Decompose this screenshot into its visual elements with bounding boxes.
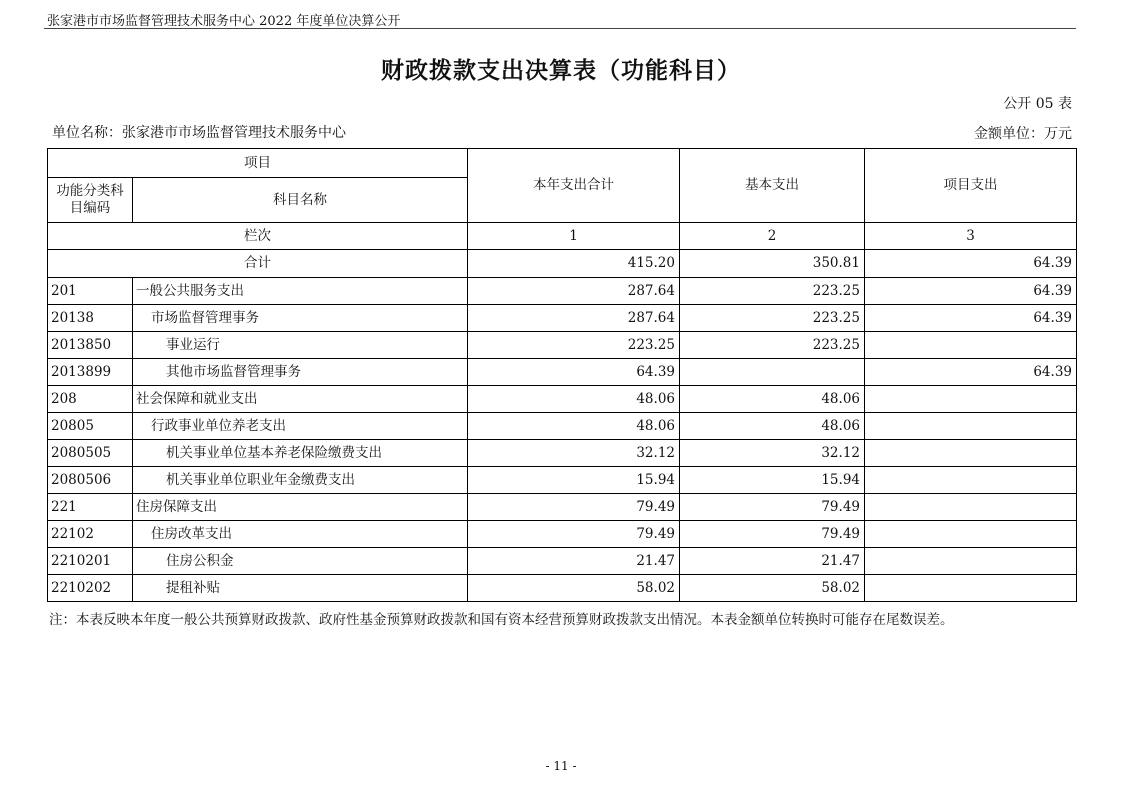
- unit-name-label: 单位名称：张家港市市场监督管理技术服务中心: [52, 125, 346, 141]
- basic-value: 15.94: [680, 467, 865, 494]
- header-item: 项目: [48, 149, 468, 178]
- total-value: 58.02: [468, 575, 680, 602]
- project-value: 64.39: [865, 305, 1077, 332]
- form-number: 公开 05 表: [1003, 96, 1072, 112]
- total-amount: 415.20: [468, 250, 680, 278]
- subject-code: 208: [48, 386, 133, 413]
- table-row: [48, 359, 1077, 386]
- header-name: 科目名称: [133, 178, 468, 223]
- total-value: 21.47: [468, 548, 680, 575]
- total-label: 合计: [48, 250, 468, 278]
- total-project: 64.39: [865, 250, 1077, 278]
- table-row: [48, 305, 1077, 332]
- total-value: 64.39: [468, 359, 680, 386]
- table-row: [48, 413, 1077, 440]
- total-value: 48.06: [468, 413, 680, 440]
- total-row: [48, 250, 1077, 278]
- project-value: 64.39: [865, 359, 1077, 386]
- subject-name: 住房公积金: [133, 548, 468, 575]
- basic-value: 48.06: [680, 413, 865, 440]
- table-row: [48, 548, 1077, 575]
- subject-code: 2013899: [48, 359, 133, 386]
- basic-value: 58.02: [680, 575, 865, 602]
- basic-value: 223.25: [680, 305, 865, 332]
- subject-code: 2080506: [48, 467, 133, 494]
- subject-code: 20805: [48, 413, 133, 440]
- row-number-label: 栏次: [48, 223, 468, 250]
- total-value: 287.64: [468, 278, 680, 305]
- total-value: 48.06: [468, 386, 680, 413]
- subject-code: 2013850: [48, 332, 133, 359]
- header-project: 项目支出: [865, 149, 1077, 223]
- subject-name: 社会保障和就业支出: [133, 386, 468, 413]
- running-header: 张家港市市场监督管理技术服务中心 2022 年度单位决算公开: [47, 14, 401, 29]
- column-number-2: 2: [680, 223, 865, 250]
- project-value: [865, 467, 1077, 494]
- basic-value: 21.47: [680, 548, 865, 575]
- total-basic: 350.81: [680, 250, 865, 278]
- header-rule: [44, 28, 1076, 29]
- subject-name: 机关事业单位职业年金缴费支出: [133, 467, 468, 494]
- total-value: 32.12: [468, 440, 680, 467]
- header-code: 功能分类科目编码: [48, 178, 133, 223]
- subject-name: 其他市场监督管理事务: [133, 359, 468, 386]
- table-row: [48, 521, 1077, 548]
- subject-name: 住房改革支出: [133, 521, 468, 548]
- basic-value: 223.25: [680, 332, 865, 359]
- table-row: [48, 575, 1077, 602]
- table-note: 注：本表反映本年度一般公共预算财政拨款、政府性基金预算财政拨款和国有资本经营预算财政拨款支出情况。本表金额单位转换时可能存在尾数误差。: [49, 612, 954, 628]
- page-number: - 11 -: [545, 759, 577, 773]
- subject-code: 221: [48, 494, 133, 521]
- table-row: [48, 494, 1077, 521]
- total-value: 287.64: [468, 305, 680, 332]
- basic-value: 79.49: [680, 521, 865, 548]
- table-row: [48, 386, 1077, 413]
- subject-code: 22102: [48, 521, 133, 548]
- project-value: [865, 440, 1077, 467]
- total-value: 79.49: [468, 521, 680, 548]
- subject-code: 2210201: [48, 548, 133, 575]
- subject-name: 事业运行: [133, 332, 468, 359]
- amount-unit-label: 金额单位：万元: [974, 126, 1072, 142]
- basic-value: 223.25: [680, 278, 865, 305]
- subject-code: 2080505: [48, 440, 133, 467]
- table-row: [48, 467, 1077, 494]
- subject-code: 20138: [48, 305, 133, 332]
- subject-name: 市场监督管理事务: [133, 305, 468, 332]
- subject-name: 一般公共服务支出: [133, 278, 468, 305]
- project-value: 64.39: [865, 278, 1077, 305]
- expenditure-table: [47, 148, 1077, 602]
- subject-name: 机关事业单位基本养老保险缴费支出: [133, 440, 468, 467]
- project-value: [865, 548, 1077, 575]
- project-value: [865, 332, 1077, 359]
- subject-name: 提租补贴: [133, 575, 468, 602]
- total-value: 223.25: [468, 332, 680, 359]
- document-title: 财政拨款支出决算表（功能科目）: [381, 57, 741, 84]
- basic-value: 79.49: [680, 494, 865, 521]
- subject-code: 2210202: [48, 575, 133, 602]
- subject-code: 201: [48, 278, 133, 305]
- project-value: [865, 494, 1077, 521]
- header-basic: 基本支出: [680, 149, 865, 223]
- table-row: [48, 440, 1077, 467]
- subject-name: 行政事业单位养老支出: [133, 413, 468, 440]
- total-value: 15.94: [468, 467, 680, 494]
- basic-value: 48.06: [680, 386, 865, 413]
- total-value: 79.49: [468, 494, 680, 521]
- table-row: [48, 332, 1077, 359]
- project-value: [865, 521, 1077, 548]
- column-number-1: 1: [468, 223, 680, 250]
- project-value: [865, 575, 1077, 602]
- basic-value: 32.12: [680, 440, 865, 467]
- project-value: [865, 386, 1077, 413]
- header-total: 本年支出合计: [468, 149, 680, 223]
- subject-name: 住房保障支出: [133, 494, 468, 521]
- basic-value: [680, 359, 865, 386]
- table-row: [48, 278, 1077, 305]
- project-value: [865, 413, 1077, 440]
- column-number-3: 3: [865, 223, 1077, 250]
